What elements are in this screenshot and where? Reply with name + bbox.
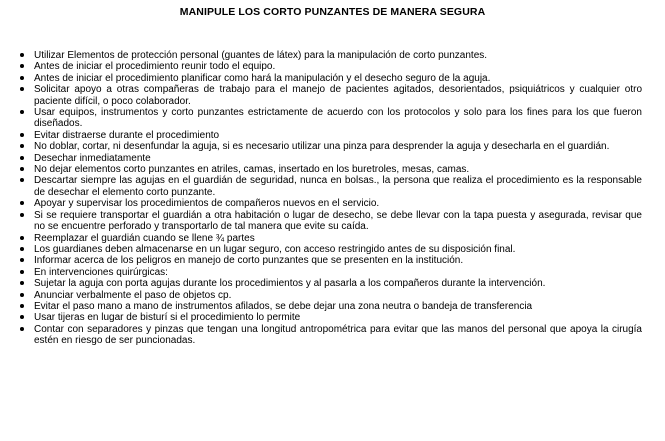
bullet-icon bbox=[20, 133, 24, 137]
bullet-icon bbox=[20, 201, 24, 205]
list-item bbox=[20, 153, 642, 164]
list-item bbox=[20, 233, 642, 244]
document-title: MANIPULE LOS CORTO PUNZANTES DE MANERA SEGURA bbox=[179, 6, 486, 18]
list-item-text: Solicitar apoyo a otras compañeras de trabajo para el manejo de pacientes agitados, desorientados, psiquiátricos y cualquier otro paciente difícil, o poco colaborador. bbox=[34, 84, 642, 107]
list-item bbox=[20, 324, 642, 347]
bullet-icon bbox=[20, 87, 24, 91]
list-item-text: Sujetar la aguja con porta agujas durante los procedimientos y al pasarla a los compañeros durante la intervención. bbox=[34, 278, 546, 290]
list-item bbox=[20, 210, 642, 233]
list-item-text: Usar equipos, instrumentos y corto punzantes estrictamente de acuerdo con los protocolos y solo para los fines para los que fueron diseñados. bbox=[34, 107, 642, 130]
list-item-text: Informar acerca de los peligros en manejo de corto punzantes que se presenten en la institución. bbox=[34, 255, 464, 267]
list-item bbox=[20, 312, 642, 323]
list-item-text: No dejar elementos corto punzantes en atriles, camas, insertado en los buretroles, mesas, camas. bbox=[34, 164, 470, 176]
bullet-icon bbox=[20, 110, 24, 114]
bullet-icon bbox=[20, 281, 24, 285]
list-item bbox=[20, 290, 642, 301]
list-item-text: Si se requiere transportar el guardián a otra habitación o lugar de desecho, se debe llevar con la tapa puesta y asegurada, revisar que no se encuentre perforado y transportarlo de tal manera que evite su caída. bbox=[34, 209, 642, 233]
list-item-text: Contar con separadores y pinzas que tengan una longitud antropométrica para evitar que las manos del personal que apoya la cirugía estén en riesgo de ser puncionadas. bbox=[34, 323, 642, 347]
list-item-text: Evitar distraerse durante el procedimiento bbox=[34, 129, 220, 141]
list-item-text: Antes de iniciar el procedimiento planificar como hará la manipulación y el desecho seguro de la aguja. bbox=[34, 72, 491, 84]
bullet-icon bbox=[20, 76, 24, 80]
list-item-text: Antes de iniciar el procedimiento reunir todo el equipo. bbox=[34, 61, 276, 73]
list-item bbox=[20, 50, 642, 61]
list-item bbox=[20, 73, 642, 84]
bullet-icon bbox=[20, 144, 24, 148]
list-item bbox=[20, 141, 642, 152]
list-item-text: Usar tijeras en lugar de bisturí si el procedimiento lo permite bbox=[34, 312, 301, 324]
list-item-text: Anunciar verbalmente el paso de objetos cp. bbox=[34, 289, 232, 301]
bullet-icon bbox=[20, 64, 24, 68]
list-item bbox=[20, 84, 642, 107]
list-item bbox=[20, 130, 642, 141]
bullet-icon bbox=[20, 213, 24, 217]
list-item bbox=[20, 61, 642, 72]
list-item-text: Reemplazar el guardián cuando se llene ¾ partes bbox=[34, 232, 255, 244]
bullet-icon bbox=[20, 53, 24, 57]
list-item-text: No doblar, cortar, ni desenfundar la aguja, si es necesario utilizar una pinza para desprender la aguja y desecharla en el guardián. bbox=[34, 141, 610, 153]
list-item-text: Evitar el paso mano a mano de instrumentos afilados, se debe dejar una zona neutra o bandeja de transferencia bbox=[34, 300, 533, 312]
bullet-icon bbox=[20, 304, 24, 308]
list-item bbox=[20, 175, 642, 198]
bullet-icon bbox=[20, 247, 24, 251]
bullet-icon bbox=[20, 315, 24, 319]
list-item bbox=[20, 301, 642, 312]
list-item bbox=[20, 267, 642, 278]
bullet-icon bbox=[20, 236, 24, 240]
list-item bbox=[20, 198, 642, 209]
bullet-icon bbox=[20, 293, 24, 297]
list-item-text: Utilizar Elementos de protección personal (guantes de látex) para la manipulación de corto punzantes. bbox=[34, 50, 488, 61]
list-item-text: Descartar siempre las agujas en el guardián de seguridad, nunca en bolsas., la persona que realiza el procedimiento es la responsable de desechar el elemento corto punzante. bbox=[34, 175, 642, 198]
list-item-text: Los guardianes deben almacenarse en un lugar seguro, con acceso restringido antes de su disposición final. bbox=[34, 243, 516, 255]
list-item-text: Desechar inmediatamente bbox=[34, 152, 151, 164]
list-item bbox=[20, 255, 642, 266]
bullet-icon bbox=[20, 167, 24, 171]
list-item bbox=[20, 278, 642, 289]
bullet-list bbox=[20, 50, 642, 347]
list-item bbox=[20, 244, 642, 255]
list-item-text: En intervenciones quirúrgicas: bbox=[34, 266, 168, 278]
bullet-icon bbox=[20, 270, 24, 274]
list-item-text: Apoyar y supervisar los procedimientos de compañeros nuevos en el servicio. bbox=[34, 198, 380, 210]
list-item bbox=[20, 107, 642, 130]
bullet-icon bbox=[20, 156, 24, 160]
bullet-icon bbox=[20, 258, 24, 262]
bullet-icon bbox=[20, 178, 24, 182]
list-item bbox=[20, 164, 642, 175]
bullet-icon bbox=[20, 327, 24, 331]
